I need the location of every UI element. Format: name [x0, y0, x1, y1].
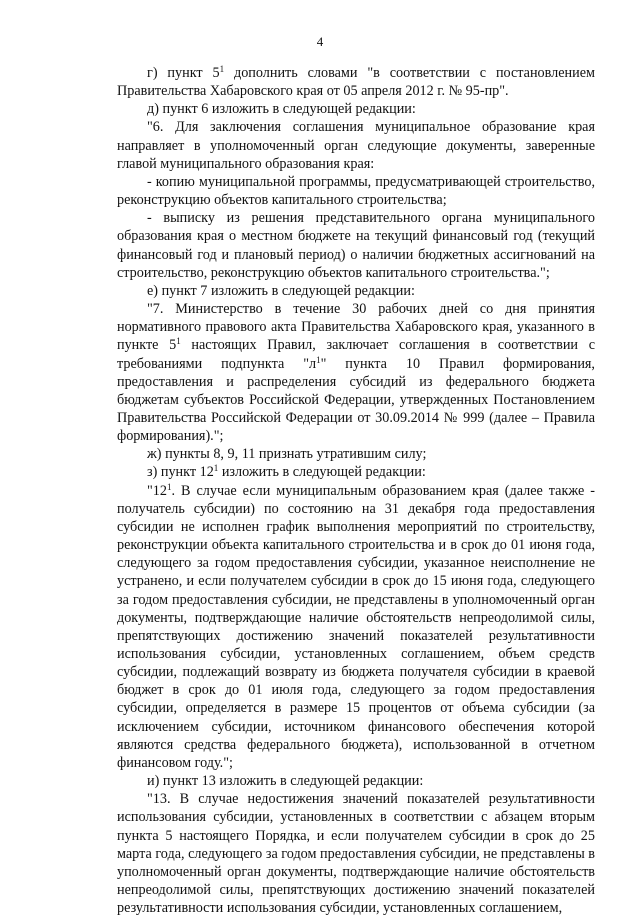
paragraph-z [117, 463, 595, 481]
text-run: "12 [147, 482, 167, 499]
text-run: ж) пункты 8, 9, 11 признать утратившим силу; [147, 446, 427, 463]
superscript: 1 [219, 64, 225, 74]
paragraph-p6 [117, 118, 595, 172]
paragraph-d [117, 100, 595, 118]
text-run: и) пункт 13 изложить в следующей редакции: [147, 773, 424, 790]
page-number: 4 [316, 34, 324, 49]
paragraph-p6a [117, 173, 595, 209]
superscript: 1 [316, 354, 321, 365]
paragraph-i [117, 772, 595, 790]
paragraph-p12 [117, 482, 595, 773]
text-run: " пункта 10 Правил формирования, предоставления и распределения субсидий из федерального бюджета бюджетам субъектов Российской Федерации, утвержденных Постановлением Правительства Российской Федерации от 30.09.2014 № 999 (далее – Правила формирования)."; [117, 355, 595, 445]
text-run: изложить в следующей редакции: [218, 464, 426, 481]
paragraph-p13 [117, 790, 595, 917]
text-run: - копию муниципальной программы, предусматривающей строительство, реконструкцию объектов капитального строительства; [117, 173, 595, 209]
text-run: "13. В случае недостижения значений показателей результативности использования субсидии, установленных в соответствии с абзацем вторым пункта 5 настоящего Порядка, и если получателем субсидии в срок до 25 марта года, следующего за годом предоставления субсидии, не представлены в уполномоченный орган документы, подтверждающие наличие обстоятельств непреодолимой силы, препятствующих достижению значений показателей результативности использования субсидии, установленных соглашением, [117, 791, 595, 917]
text-run: настоящих Правил, заключает соглашения в соответствии с требованиями подпункта "л [117, 337, 595, 372]
superscript: 1 [176, 336, 181, 347]
text-run: "6. Для заключения соглашения муниципальное образование края направляет в уполномоченный орган следующие документы, заверенные главой муниципального образования края: [117, 119, 595, 172]
text-run: е) пункт 7 изложить в следующей редакции: [147, 282, 415, 299]
text-run: з) пункт 12 [147, 464, 214, 481]
superscript: 1 [166, 481, 172, 492]
paragraph-e [117, 282, 595, 300]
document-body [117, 64, 595, 917]
text-run: д) пункт 6 изложить в следующей редакции: [147, 101, 416, 118]
paragraph-p7 [117, 300, 595, 445]
text-run: - выписку из решения представительного органа муниципального образования края о местном бюджете на текущий финансовый год (текущий финансовый год и плановый период) о наличии бюджетных ассигнований на строительство, реконструкцию объектов капитального строительства."; [117, 210, 595, 281]
text-run: . В случае если муниципальным образованием края (далее также - получатель субсидии) по состоянию на 31 декабря года предоставления субсидии не исполнен график выполнения мероприятий по строительству, реконструкции объекта капитального строительства и в срок до 01 июня года, следующего за годом предоставления субсидии, указанное неисполнение не устранено, и если получателем субсидии в срок до 15 июня года, следующего за годом предоставления субсидии, не представлены в уполномоченный орган документы, подтверждающие наличие обстоятельств непреодолимой силы, препятствующих достижению значений показателей результативности использования субсидии, установленных соглашением, объем средств субсидии, подлежащий возврату из бюджета получателя субсидии в краевой бюджет в срок до 01 июля года, следующего за годом предоставления субсидии, определяется в размере 15 процентов от объема субсидии (за исключением субсидии, источником финансового обеспечения которой являются средства федерального бюджета), использованной в отчетном финансовом году."; [117, 482, 595, 771]
superscript: 1 [213, 463, 219, 474]
text-run: г) пункт 5 [147, 65, 220, 81]
paragraph-p6b [117, 209, 595, 282]
paragraph-g [117, 64, 595, 100]
text-run: дополнить словами "в соответствии с постановлением Правительства Хабаровского края от 05 апреля 2012 г. № 95-пр". [117, 65, 595, 100]
text-run: "7. Министерство в течение 30 рабочих дней со дня принятия нормативного правового акта Правительства Хабаровского края, указанного в пункте 5 [117, 301, 595, 354]
paragraph-zh [117, 445, 595, 463]
